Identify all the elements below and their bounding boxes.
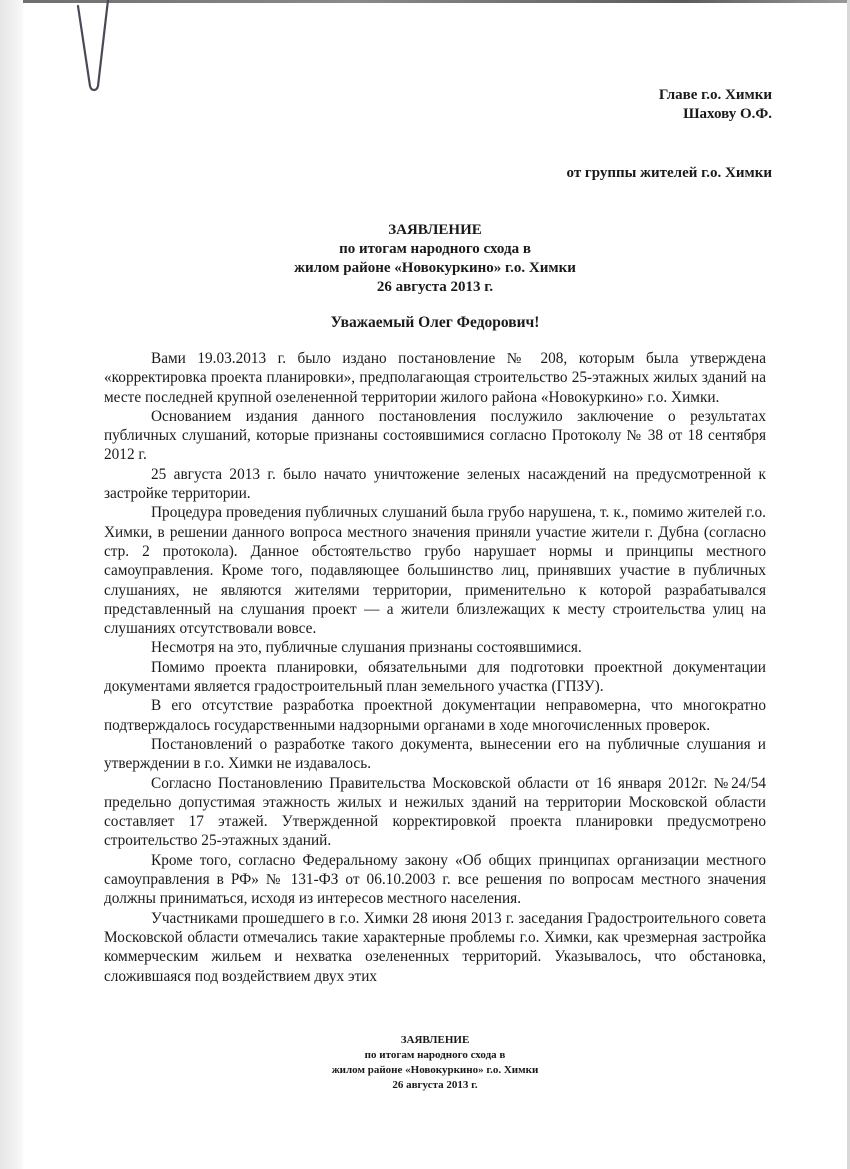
sender-line: от группы жителей г.о. Химки <box>566 165 772 181</box>
paragraph: В его отсутствие разработка проектной документации неправомерна, что многократно подтверждалось государственными надзорными органами в ходе многочисленных проверок. <box>104 697 766 734</box>
scan-left-edge <box>0 0 23 1169</box>
footer-subline-2: жилом районе «Новокуркино» г.о. Химки <box>331 1064 539 1076</box>
footer-date: 26 августа 2013 г. <box>392 1079 478 1091</box>
scan-top-edge <box>23 0 850 3</box>
addressee-name: Шахову О.Ф. <box>683 106 772 122</box>
footer-heading: ЗАЯВЛЕНИЕ <box>400 1034 470 1046</box>
title-heading: ЗАЯВЛЕНИЕ <box>388 222 482 238</box>
paragraph: Кроме того, согласно Федеральному закону «Об общих принципах организации местного самоуправления в РФ» № 131-ФЗ от 06.10.2003 г. все решения по вопросам местного значения должны приниматься, исходя из интересов местного населения. <box>104 851 766 908</box>
paragraph: Несмотря на это, публичные слушания признаны состоявшимися. <box>151 639 582 657</box>
footer-subline-1: по итогам народного схода в <box>364 1049 506 1061</box>
title-subline-1: по итогам народного схода в <box>339 241 531 257</box>
page-footer <box>104 1033 766 1093</box>
paragraph: 25 августа 2013 г. было начато уничтожение зеленых насаждений на предусмотренной к застройке территории. <box>104 465 766 503</box>
letter-body <box>104 349 766 986</box>
paragraph: Процедура проведения публичных слушаний была грубо нарушена, т. к., помимо жителей г.о. Химки, в решении данного вопроса местного значения приняли участие жители г. Дубна (согласно стр. 2 протокола). Данное обстоятельство грубо нарушает нормы и принципы местного самоуправления. Кроме того, подавляющее большинство лиц, принявших участие в публичных слушаниях, не являются жителями территории, применительно к которой разрабатывался представленный на слушания проект — а жители близлежащих к месту строительства улиц на слушаниях отсутствовали вовсе. <box>104 504 766 638</box>
addressee-block <box>659 86 772 124</box>
paragraph: Согласно Постановлению Правительства Московской области от 16 января 2012г. №24/54 предельно допустимая этажность жилых и нежилых зданий на территории Московской области составляет 17 этажей. Утвержденной корректировкой проекта планировки предусмотрено строительство 25-этажных зданий. <box>104 774 766 850</box>
paperclip-icon <box>76 0 112 92</box>
paragraph: Участниками прошедшего в г.о. Химки 28 июня 2013 г. заседания Градостроительного совета Московской области отмечались такие характерные проблемы г.о. Химки, как чрезмерная застройка коммерческим жильем и нехватка озелененных территорий. Указывалось, что обстановка, сложившаяся под воздействием двух этих <box>104 909 766 985</box>
title-date: 26 августа 2013 г. <box>376 279 494 295</box>
addressee-title: Главе г.о. Химки <box>658 87 772 103</box>
paragraph: Помимо проекта планировки, обязательными для подготовки проектной документации документами является градостроительный план земельного участка (ГПЗУ). <box>104 658 766 696</box>
paragraph: Вами 19.03.2013 г. было издано постановление № 208, которым была утверждена «корректировка проекта планировки», предполагающая строительство 25-этажных жилых зданий на месте последней крупной озелененной территории жилого района «Новокуркино» г.о. Химки. <box>104 350 766 406</box>
document-title <box>104 221 766 297</box>
paragraph: Постановлений о разработке такого документа, вынесении его на публичные слушания и утверждении в г.о. Химки не издавалось. <box>104 735 766 773</box>
salutation: Уважаемый Олег Федорович! <box>330 314 540 331</box>
title-subline-2: жилом районе «Новокуркино» г.о. Химки <box>294 260 576 276</box>
paragraph: Основанием издания данного постановления послужило заключение о результатах публичных слушаний, которые признаны состоявшимися согласно Протоколу № 38 от 18 сентября 2012 г. <box>104 407 766 464</box>
